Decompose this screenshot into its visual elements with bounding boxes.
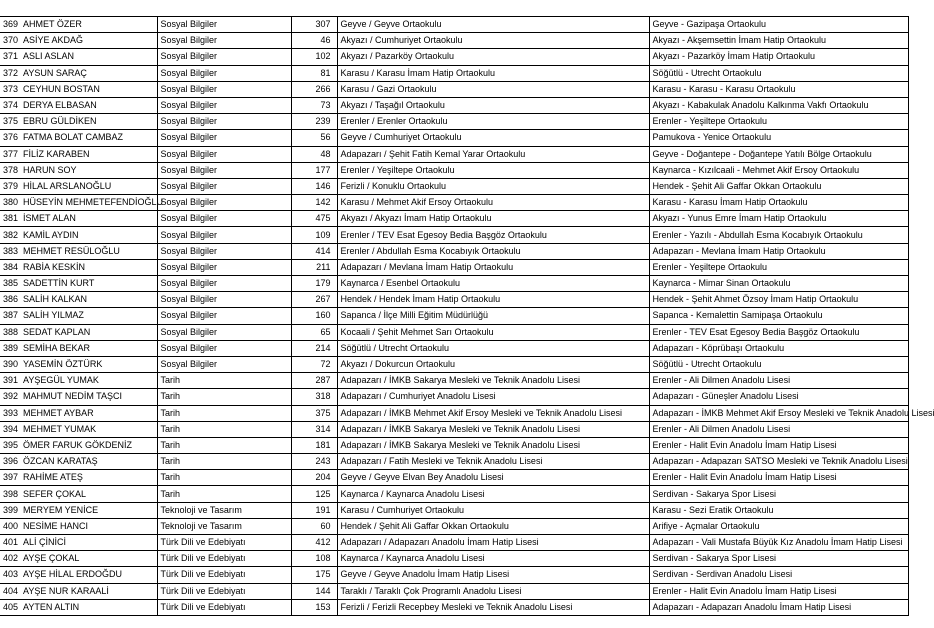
current-school-cell: Adapazarı / İMKB Sakarya Mesleki ve Teknik Anadolu Lisesi (337, 437, 649, 453)
branch-cell: Sosyal Bilgiler (157, 162, 291, 178)
score-cell: 177 (291, 162, 337, 178)
branch-cell: Sosyal Bilgiler (157, 340, 291, 356)
teacher-name: İSMET ALAN (23, 213, 76, 224)
teacher-name: ASLI ASLAN (23, 51, 75, 62)
score-cell: 414 (291, 243, 337, 259)
name-cell (0, 178, 157, 194)
table-row (0, 421, 908, 437)
table-row (0, 146, 908, 162)
table-row (0, 195, 908, 211)
row-number: 400 (3, 520, 19, 531)
branch-cell: Sosyal Bilgiler (157, 49, 291, 65)
branch-cell: Tarih (157, 470, 291, 486)
branch-cell: Sosyal Bilgiler (157, 178, 291, 194)
score-cell: 109 (291, 227, 337, 243)
table-row (0, 389, 908, 405)
table-row (0, 535, 908, 551)
branch-cell: Sosyal Bilgiler (157, 195, 291, 211)
score-cell: 102 (291, 49, 337, 65)
score-cell: 214 (291, 340, 337, 356)
row-number: 376 (3, 132, 19, 143)
name-cell (0, 405, 157, 421)
row-number: 372 (3, 67, 19, 78)
current-school-cell: Akyazı / Cumhuriyet Ortaokulu (337, 33, 649, 49)
teacher-name: SEFER ÇOKAL (23, 488, 87, 499)
score-cell: 56 (291, 130, 337, 146)
current-school-cell: Adapazarı / Şehit Fatih Kemal Yarar Ortaokulu (337, 146, 649, 162)
assigned-school-cell: Söğütlü - Utrecht Ortaokulu (649, 356, 908, 372)
assigned-school-cell: Adapazarı - Adapazarı SATSO Mesleki ve Teknik Anadolu Lisesi (649, 454, 908, 470)
score-cell: 81 (291, 65, 337, 81)
branch-cell: Sosyal Bilgiler (157, 33, 291, 49)
row-number: 377 (3, 148, 19, 159)
assigned-school-cell: Sapanca - Kemalettin Samipaşa Ortaokulu (649, 308, 908, 324)
score-cell: 375 (291, 405, 337, 421)
row-number: 378 (3, 164, 19, 175)
assigned-school-cell: Erenler - Halit Evin Anadolu İmam Hatip Lisesi (649, 583, 908, 599)
teacher-name: FATMA BOLAT CAMBAZ (23, 132, 124, 143)
score-cell: 48 (291, 146, 337, 162)
table-row (0, 454, 908, 470)
teacher-name: SEMİHA BEKAR (23, 342, 91, 353)
teacher-name: DERYA ELBASAN (23, 100, 97, 111)
assigned-school-cell: Akyazı - Yunus Emre İmam Hatip Ortaokulu (649, 211, 908, 227)
score-cell: 239 (291, 114, 337, 130)
teacher-name: ÖZCAN KARATAŞ (23, 456, 98, 467)
current-school-cell: Kaynarca / Esenbel Ortaokulu (337, 276, 649, 292)
current-school-cell: Adapazarı / İMKB Sakarya Mesleki ve Teknik Anadolu Lisesi (337, 373, 649, 389)
name-cell (0, 308, 157, 324)
branch-cell: Sosyal Bilgiler (157, 97, 291, 113)
score-cell: 60 (291, 518, 337, 534)
name-cell (0, 373, 157, 389)
assigned-school-cell: Karasu - Karasu - Karasu Ortaokulu (649, 81, 908, 97)
branch-cell: Sosyal Bilgiler (157, 259, 291, 275)
current-school-cell: Ferizli / Ferizli Recepbey Mesleki ve Teknik Anadolu Lisesi (337, 599, 649, 615)
teacher-name: SADETTİN KURT (23, 278, 95, 289)
assigned-school-cell: Geyve - Doğantepe - Doğantepe Yatılı Bölge Ortaokulu (649, 146, 908, 162)
current-school-cell: Karasu / Cumhuriyet Ortaokulu (337, 502, 649, 518)
row-number: 381 (3, 213, 19, 224)
score-cell: 46 (291, 33, 337, 49)
table-row (0, 373, 908, 389)
assigned-school-cell: Erenler - Yazılı - Abdullah Esma Kocabıyık Ortaokulu (649, 227, 908, 243)
branch-cell: Sosyal Bilgiler (157, 308, 291, 324)
score-cell: 181 (291, 437, 337, 453)
assigned-school-cell: Erenler - Halit Evin Anadolu İmam Hatip Lisesi (649, 470, 908, 486)
current-school-cell: Kaynarca / Kaynarca Anadolu Lisesi (337, 551, 649, 567)
score-cell: 318 (291, 389, 337, 405)
current-school-cell: Sapanca / İlçe Milli Eğitim Müdürlüğü (337, 308, 649, 324)
assigned-school-cell: Akyazı - Pazarköy İmam Hatip Ortaokulu (649, 49, 908, 65)
teacher-name: ÖMER FARUK GÖKDENİZ (23, 439, 133, 450)
current-school-cell: Karasu / Gazi Ortaokulu (337, 81, 649, 97)
assigned-school-cell: Serdivan - Sakarya Spor Lisesi (649, 486, 908, 502)
name-cell (0, 17, 157, 33)
branch-cell: Tarih (157, 421, 291, 437)
table-row (0, 486, 908, 502)
name-cell (0, 292, 157, 308)
teacher-name: EBRU GÜLDİKEN (23, 116, 97, 127)
score-cell: 125 (291, 486, 337, 502)
assigned-school-cell: Kaynarca - Kızılcaali - Mehmet Akif Ersoy Ortaokulu (649, 162, 908, 178)
row-number: 395 (3, 439, 19, 450)
current-school-cell: Söğütlü / Utrecht Ortaokulu (337, 340, 649, 356)
score-cell: 307 (291, 17, 337, 33)
branch-cell: Teknoloji ve Tasarım (157, 502, 291, 518)
teacher-name: MAHMUT NEDİM TAŞCI (23, 391, 123, 402)
current-school-cell: Erenler / Erenler Ortaokulu (337, 114, 649, 130)
teacher-name: ASİYE AKDAĞ (23, 35, 84, 46)
score-cell: 243 (291, 454, 337, 470)
current-school-cell: Akyazı / Dokurcun Ortaokulu (337, 356, 649, 372)
name-cell (0, 146, 157, 162)
teacher-name: AYTEN ALTIN (23, 601, 80, 612)
teacher-name: SEDAT KAPLAN (23, 326, 91, 337)
assigned-school-cell: Karasu - Sezi Eratik Ortaokulu (649, 502, 908, 518)
score-cell: 146 (291, 178, 337, 194)
name-cell (0, 243, 157, 259)
row-number: 369 (3, 19, 19, 30)
table-row (0, 130, 908, 146)
name-cell (0, 454, 157, 470)
table-row (0, 599, 908, 615)
assigned-school-cell: Arifiye - Açmalar Ortaokulu (649, 518, 908, 534)
assigned-school-cell: Erenler - Yeşiltepe Ortaokulu (649, 259, 908, 275)
branch-cell: Sosyal Bilgiler (157, 114, 291, 130)
row-number: 392 (3, 391, 19, 402)
assigned-school-cell: Geyve - Gazipaşa Ortaokulu (649, 17, 908, 33)
name-cell (0, 97, 157, 113)
name-cell (0, 518, 157, 534)
table-row (0, 211, 908, 227)
assigned-school-cell: Adapazarı - Mevlana İmam Hatip Ortaokulu (649, 243, 908, 259)
assigned-school-cell: Kaynarca - Mimar Sinan Ortaokulu (649, 276, 908, 292)
current-school-cell: Erenler / Yeşiltepe Ortaokulu (337, 162, 649, 178)
current-school-cell: Karasu / Mehmet Akif Ersoy Ortaokulu (337, 195, 649, 211)
current-school-cell: Erenler / TEV Esat Egesoy Bedia Başgöz Ortaokulu (337, 227, 649, 243)
score-cell: 153 (291, 599, 337, 615)
teacher-name: MERYEM YENİCE (23, 504, 99, 515)
name-cell (0, 437, 157, 453)
teacher-name: AHMET ÖZER (23, 19, 82, 30)
current-school-cell: Ferizli / Konuklu Ortaokulu (337, 178, 649, 194)
score-cell: 314 (291, 421, 337, 437)
teacher-name: SALİH YILMAZ (23, 310, 84, 321)
assignment-table (0, 16, 934, 616)
name-cell (0, 259, 157, 275)
current-school-cell: Taraklı / Taraklı Çok Programlı Anadolu Lisesi (337, 583, 649, 599)
row-number: 388 (3, 326, 19, 337)
table-row (0, 340, 908, 356)
assigned-school-cell: Erenler - Yeşiltepe Ortaokulu (649, 114, 908, 130)
table-row (0, 259, 908, 275)
name-cell (0, 583, 157, 599)
table-row (0, 114, 908, 130)
name-cell (0, 49, 157, 65)
branch-cell: Tarih (157, 389, 291, 405)
table-row (0, 567, 908, 583)
row-number: 375 (3, 116, 19, 127)
current-school-cell: Hendek / Hendek İmam Hatip Ortaokulu (337, 292, 649, 308)
current-school-cell: Akyazı / Akyazı İmam Hatip Ortaokulu (337, 211, 649, 227)
row-number: 404 (3, 585, 19, 596)
current-school-cell: Hendek / Şehit Ali Gaffar Okkan Ortaokulu (337, 518, 649, 534)
row-number: 403 (3, 569, 19, 580)
score-cell: 175 (291, 567, 337, 583)
teacher-name: HÜSEYİN MEHMETEFENDİOĞLU (23, 197, 164, 208)
row-number: 374 (3, 100, 19, 111)
row-number: 385 (3, 278, 19, 289)
table-row (0, 243, 908, 259)
name-cell (0, 389, 157, 405)
score-cell: 412 (291, 535, 337, 551)
branch-cell: Sosyal Bilgiler (157, 81, 291, 97)
row-number: 397 (3, 472, 19, 483)
table-row (0, 33, 908, 49)
table-row (0, 502, 908, 518)
table-row (0, 583, 908, 599)
current-school-cell: Adapazarı / İMKB Sakarya Mesleki ve Teknik Anadolu Lisesi (337, 421, 649, 437)
branch-cell: Türk Dili ve Edebiyatı (157, 551, 291, 567)
score-cell: 191 (291, 502, 337, 518)
current-school-cell: Akyazı / Pazarköy Ortaokulu (337, 49, 649, 65)
table-row (0, 178, 908, 194)
score-cell: 179 (291, 276, 337, 292)
current-school-cell: Akyazı / Taşağıl Ortaokulu (337, 97, 649, 113)
table-row (0, 65, 908, 81)
current-school-cell: Kaynarca / Kaynarca Anadolu Lisesi (337, 486, 649, 502)
teacher-name: AYŞEGÜL YUMAK (23, 375, 99, 386)
score-cell: 266 (291, 81, 337, 97)
name-cell (0, 551, 157, 567)
teacher-name: AYSUN SARAÇ (23, 67, 87, 78)
branch-cell: Tarih (157, 454, 291, 470)
current-school-cell: Geyve / Geyve Elvan Bey Anadolu Lisesi (337, 470, 649, 486)
assigned-school-cell: Adapazarı - İMKB Mehmet Akif Ersoy Mesleki ve Teknik Anadolu Lisesi (649, 405, 908, 421)
branch-cell: Türk Dili ve Edebiyatı (157, 535, 291, 551)
row-number: 370 (3, 35, 19, 46)
teacher-name: MEHMET AYBAR (23, 407, 94, 418)
branch-cell: Tarih (157, 405, 291, 421)
name-cell (0, 227, 157, 243)
name-cell (0, 502, 157, 518)
row-number: 379 (3, 180, 19, 191)
row-number: 390 (3, 359, 19, 370)
score-cell: 65 (291, 324, 337, 340)
current-school-cell: Adapazarı / Adapazarı Anadolu İmam Hatip Lisesi (337, 535, 649, 551)
name-cell (0, 65, 157, 81)
branch-cell: Türk Dili ve Edebiyatı (157, 567, 291, 583)
teacher-name: RABİA KESKİN (23, 261, 86, 272)
row-number: 405 (3, 601, 19, 612)
row-number: 380 (3, 197, 19, 208)
assigned-school-cell: Hendek - Şehit Ali Gaffar Okkan Ortaokulu (649, 178, 908, 194)
assigned-school-cell: Erenler - TEV Esat Egesoy Bedia Başgöz Ortaokulu (649, 324, 908, 340)
row-number: 391 (3, 375, 19, 386)
name-cell (0, 33, 157, 49)
assigned-school-cell: Hendek - Şehit Ahmet Özsoy İmam Hatip Ortaokulu (649, 292, 908, 308)
branch-cell: Sosyal Bilgiler (157, 243, 291, 259)
branch-cell: Tarih (157, 373, 291, 389)
assigned-school-cell: Söğütlü - Utrecht Ortaokulu (649, 65, 908, 81)
assignment-sheet (0, 16, 934, 616)
assigned-school-cell: Erenler - Ali Dilmen Anadolu Lisesi (649, 373, 908, 389)
teacher-name: RAHİME ATEŞ (23, 472, 83, 483)
name-cell (0, 486, 157, 502)
row-number: 383 (3, 245, 19, 256)
teacher-name: AYŞE ÇOKAL (23, 553, 80, 564)
branch-cell: Sosyal Bilgiler (157, 356, 291, 372)
score-cell: 142 (291, 195, 337, 211)
assigned-school-cell: Akyazı - Kabakulak Anadolu Kalkınma Vakfı Ortaokulu (649, 97, 908, 113)
teacher-name: NESİME HANCI (23, 520, 89, 531)
name-cell (0, 324, 157, 340)
teacher-name: YASEMİN ÖZTÜRK (23, 359, 103, 370)
name-cell (0, 211, 157, 227)
table-row (0, 17, 908, 33)
branch-cell: Türk Dili ve Edebiyatı (157, 599, 291, 615)
current-school-cell: Adapazarı / Fatih Mesleki ve Teknik Anadolu Lisesi (337, 454, 649, 470)
row-number: 399 (3, 504, 19, 515)
teacher-name: HİLAL ARSLANOĞLU (23, 180, 112, 191)
current-school-cell: Erenler / Abdullah Esma Kocabıyık Ortaokulu (337, 243, 649, 259)
branch-cell: Sosyal Bilgiler (157, 292, 291, 308)
branch-cell: Sosyal Bilgiler (157, 211, 291, 227)
row-number: 389 (3, 342, 19, 353)
table-row (0, 470, 908, 486)
teacher-name: ALİ ÇİNİCİ (23, 537, 67, 548)
branch-cell: Sosyal Bilgiler (157, 130, 291, 146)
name-cell (0, 81, 157, 97)
teacher-name: MEHMET RESÜLOĞLU (23, 245, 120, 256)
name-cell (0, 130, 157, 146)
name-cell (0, 195, 164, 211)
score-cell: 144 (291, 583, 337, 599)
teacher-name: SALİH KALKAN (23, 294, 88, 305)
assigned-school-cell: Adapazarı - Güneşler Anadolu Lisesi (649, 389, 908, 405)
assigned-school-cell: Serdivan - Serdivan Anadolu Lisesi (649, 567, 908, 583)
teacher-name: MEHMET YUMAK (23, 423, 97, 434)
branch-cell: Tarih (157, 437, 291, 453)
name-cell (0, 421, 157, 437)
row-number: 387 (3, 310, 19, 321)
current-school-cell: Geyve / Geyve Anadolu İmam Hatip Lisesi (337, 567, 649, 583)
assigned-school-cell: Erenler - Halit Evin Anadolu İmam Hatip Lisesi (649, 437, 908, 453)
row-number: 401 (3, 537, 19, 548)
name-cell (0, 567, 157, 583)
name-cell (0, 340, 157, 356)
row-number: 402 (3, 553, 19, 564)
name-cell (0, 599, 157, 615)
assigned-school-cell: Adapazarı - Vali Mustafa Büyük Kız Anadolu İmam Hatip Lisesi (649, 535, 908, 551)
assigned-school-cell: Serdivan - Sakarya Spor Lisesi (649, 551, 908, 567)
table-row (0, 356, 908, 372)
table-row (0, 405, 908, 421)
row-number: 396 (3, 456, 19, 467)
teacher-name: KAMİL AYDIN (23, 229, 79, 240)
assigned-school-cell: Pamukova - Yenice Ortaokulu (649, 130, 908, 146)
name-cell (0, 356, 157, 372)
assigned-school-cell: Karasu - Karasu İmam Hatip Ortaokulu (649, 195, 908, 211)
assigned-school-cell: Adapazarı - Köprübaşı Ortaokulu (649, 340, 908, 356)
table-row (0, 81, 908, 97)
teacher-name: AYŞE NUR KARAALİ (23, 585, 109, 596)
branch-cell: Türk Dili ve Edebiyatı (157, 583, 291, 599)
assigned-school-cell: Adapazarı - Adapazarı Anadolu İmam Hatip Lisesi (649, 599, 908, 615)
current-school-cell: Adapazarı / Cumhuriyet Anadolu Lisesi (337, 389, 649, 405)
name-cell (0, 162, 157, 178)
assigned-school-cell: Akyazı - Akşemsettin İmam Hatip Ortaokulu (649, 33, 908, 49)
table-body (0, 17, 934, 616)
teacher-name: HARUN SOY (23, 164, 77, 175)
score-cell: 160 (291, 308, 337, 324)
row-number: 382 (3, 229, 19, 240)
row-number: 384 (3, 261, 19, 272)
current-school-cell: Geyve / Geyve Ortaokulu (337, 17, 649, 33)
table-row (0, 162, 908, 178)
teacher-name: FİLİZ KARABEN (23, 148, 90, 159)
table-row (0, 49, 908, 65)
branch-cell: Sosyal Bilgiler (157, 65, 291, 81)
name-cell (0, 535, 157, 551)
table-row (0, 276, 908, 292)
branch-cell: Sosyal Bilgiler (157, 17, 291, 33)
table-row (0, 292, 908, 308)
score-cell: 72 (291, 356, 337, 372)
score-cell: 204 (291, 470, 337, 486)
row-number: 394 (3, 423, 19, 434)
score-cell: 73 (291, 97, 337, 113)
row-number: 386 (3, 294, 19, 305)
table-row (0, 324, 908, 340)
current-school-cell: Kocaali / Şehit Mehmet Sarı Ortaokulu (337, 324, 649, 340)
score-cell: 108 (291, 551, 337, 567)
branch-cell: Tarih (157, 486, 291, 502)
teacher-name: AYŞE HİLAL ERDOĞDU (23, 569, 123, 580)
table-row (0, 551, 908, 567)
table-row (0, 518, 908, 534)
table-row (0, 308, 908, 324)
row-number: 371 (3, 51, 19, 62)
row-number: 393 (3, 407, 19, 418)
table-row (0, 227, 908, 243)
score-cell: 287 (291, 373, 337, 389)
name-cell (0, 114, 157, 130)
current-school-cell: Adapazarı / İMKB Mehmet Akif Ersoy Mesleki ve Teknik Anadolu Lisesi (337, 405, 649, 421)
branch-cell: Sosyal Bilgiler (157, 324, 291, 340)
branch-cell: Sosyal Bilgiler (157, 227, 291, 243)
current-school-cell: Geyve / Cumhuriyet Ortaokulu (337, 130, 649, 146)
row-number: 398 (3, 488, 19, 499)
score-cell: 475 (291, 211, 337, 227)
row-number: 373 (3, 83, 19, 94)
current-school-cell: Karasu / Karasu İmam Hatip Ortaokulu (337, 65, 649, 81)
branch-cell: Sosyal Bilgiler (157, 276, 291, 292)
table-row (0, 437, 908, 453)
branch-cell: Teknoloji ve Tasarım (157, 518, 291, 534)
score-cell: 211 (291, 259, 337, 275)
current-school-cell: Adapazarı / Mevlana İmam Hatip Ortaokulu (337, 259, 649, 275)
name-cell (0, 470, 157, 486)
table-row (0, 97, 908, 113)
teacher-name: CEYHUN BOSTAN (23, 83, 100, 94)
score-cell: 267 (291, 292, 337, 308)
branch-cell: Sosyal Bilgiler (157, 146, 291, 162)
name-cell (0, 276, 157, 292)
assigned-school-cell: Erenler - Ali Dilmen Anadolu Lisesi (649, 421, 908, 437)
